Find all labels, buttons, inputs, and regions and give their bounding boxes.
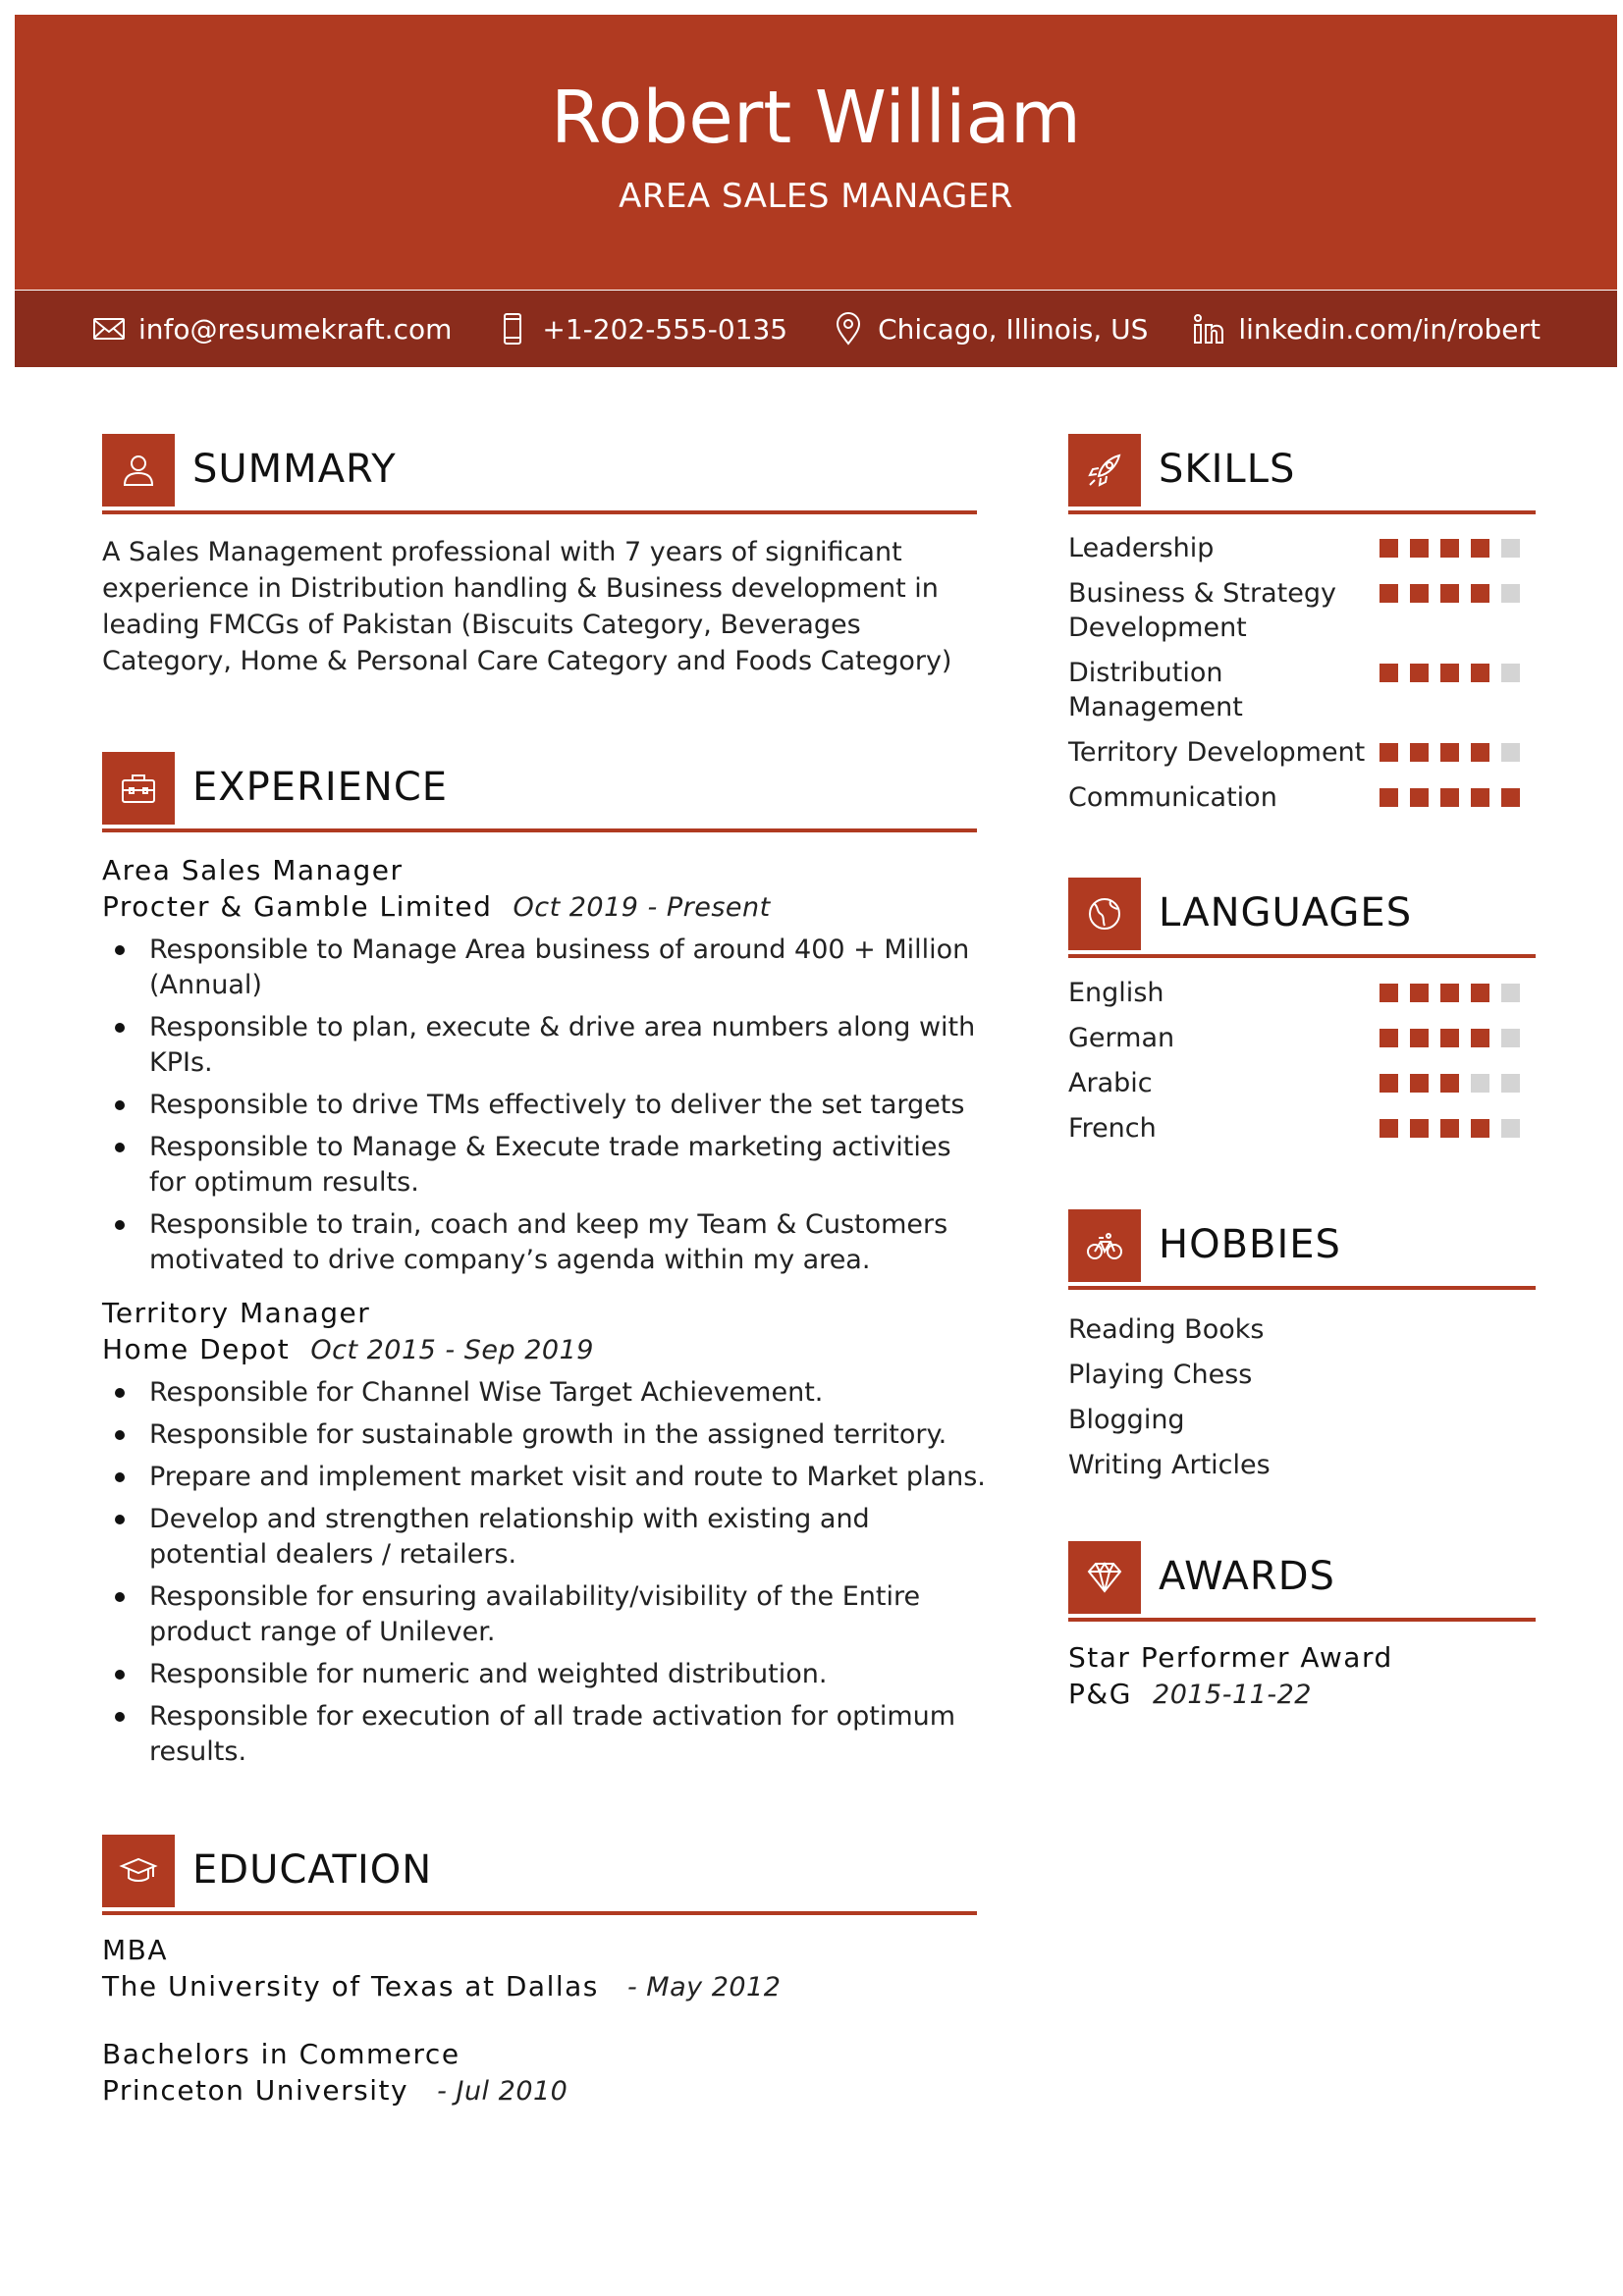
language-rating — [1380, 1029, 1520, 1047]
skill-row — [1068, 576, 1540, 645]
experience-title: EXPERIENCE — [192, 765, 449, 810]
rating-square-empty — [1501, 1074, 1520, 1093]
rating-square-empty — [1501, 984, 1520, 1002]
section-rule — [1068, 510, 1536, 514]
skill-label: Leadership — [1068, 533, 1215, 563]
languages-icon-box — [1068, 878, 1141, 950]
rating-square-filled — [1380, 1029, 1398, 1047]
rating-square-filled — [1380, 1074, 1398, 1093]
job-responsibilities — [102, 1375, 986, 1770]
company-name: Home Depot — [102, 1333, 291, 1365]
location-text: Chicago, Illinois, US — [878, 312, 1149, 346]
rating-square-filled — [1410, 984, 1429, 1002]
rating-square-filled — [1380, 584, 1398, 603]
skill-label: Territory Development — [1068, 737, 1366, 768]
school-name: Princeton University — [102, 2074, 409, 2107]
job-headline: AREA SALES MANAGER — [619, 177, 1013, 216]
list-item: Responsible for sustainable growth in the assigned territory. — [102, 1417, 986, 1453]
rating-square-filled — [1380, 743, 1398, 762]
languages-list — [1068, 976, 1540, 1172]
award-organization: P&G — [1068, 1678, 1132, 1710]
rating-square-filled — [1440, 788, 1459, 807]
company-name: Procter & Gamble Limited — [102, 890, 493, 923]
job-title: Area Sales Manager — [102, 854, 404, 886]
rating-square-filled — [1410, 584, 1429, 603]
briefcase-icon — [119, 769, 158, 808]
rating-square-filled — [1410, 743, 1429, 762]
skill-row — [1068, 735, 1540, 770]
graduation-date: - May 2012 — [626, 1972, 782, 2002]
list-item: Responsible for ensuring availability/visibility of the Entire product range of Unilever. — [102, 1579, 986, 1650]
map-pin-icon — [831, 311, 866, 347]
rating-square-filled — [1380, 788, 1398, 807]
experience-icon-box — [102, 752, 175, 825]
awards-title: AWARDS — [1159, 1554, 1335, 1599]
skills-icon-box — [1068, 434, 1141, 507]
skill-rating — [1380, 584, 1520, 603]
rating-square-filled — [1471, 584, 1489, 603]
skill-label: Distribution Management — [1068, 658, 1243, 722]
list-item: Responsible for Channel Wise Target Achievement. — [102, 1375, 986, 1411]
rating-square-filled — [1471, 788, 1489, 807]
phone-text: +1-202-555-0135 — [542, 312, 788, 346]
rating-square-filled — [1410, 539, 1429, 558]
list-item: Writing Articles — [1068, 1450, 1271, 1480]
job-title: Territory Manager — [102, 1297, 371, 1329]
list-item: Prepare and implement market visit and route to Market plans. — [102, 1460, 986, 1495]
rating-square-filled — [1501, 788, 1520, 807]
rating-square-empty — [1501, 664, 1520, 682]
list-item: Reading Books — [1068, 1314, 1265, 1345]
rating-square-filled — [1380, 539, 1398, 558]
language-row — [1068, 976, 1540, 1010]
degree-name: Bachelors in Commerce — [102, 2038, 460, 2070]
summary-title: SUMMARY — [192, 447, 397, 492]
hobbies-heading — [1068, 1209, 1536, 1290]
experience-heading — [102, 752, 977, 832]
education-title: EDUCATION — [192, 1847, 433, 1893]
awards-heading — [1068, 1541, 1536, 1622]
graduation-date: - Jul 2010 — [437, 2076, 568, 2107]
candidate-name: Robert William — [550, 76, 1082, 160]
language-row — [1068, 1066, 1540, 1100]
list-item: Responsible to plan, execute & drive area numbers along with KPIs. — [102, 1010, 986, 1081]
linkedin-icon — [1191, 311, 1226, 347]
rating-square-filled — [1440, 584, 1459, 603]
rating-square-empty — [1471, 1074, 1489, 1093]
degree-name: MBA — [102, 1934, 169, 1966]
summary-heading — [102, 434, 977, 514]
job-dates: Oct 2015 - Sep 2019 — [310, 1335, 594, 1365]
list-item: Develop and strengthen relationship with existing and potential dealers / retailers. — [102, 1502, 986, 1573]
skill-row — [1068, 656, 1540, 724]
rating-square-empty — [1501, 743, 1520, 762]
rating-square-filled — [1380, 984, 1398, 1002]
language-row — [1068, 1021, 1540, 1055]
rating-square-filled — [1471, 984, 1489, 1002]
contact-email[interactable] — [91, 311, 452, 347]
rating-square-filled — [1440, 984, 1459, 1002]
language-rating — [1380, 1074, 1520, 1093]
rating-square-empty — [1501, 584, 1520, 603]
rating-square-filled — [1440, 1029, 1459, 1047]
section-rule — [102, 828, 977, 832]
language-label: Arabic — [1068, 1068, 1153, 1098]
rating-square-empty — [1501, 539, 1520, 558]
education-icon-box — [102, 1835, 175, 1907]
skill-rating — [1380, 664, 1520, 682]
globe-icon — [1085, 894, 1124, 934]
rating-square-filled — [1410, 1074, 1429, 1093]
job-entry — [102, 852, 986, 1285]
rating-square-filled — [1410, 1029, 1429, 1047]
education-heading — [102, 1835, 977, 1915]
rating-square-filled — [1471, 1029, 1489, 1047]
skill-row — [1068, 780, 1540, 815]
summary-text: A Sales Management professional with 7 years of significant experience in Distribution handling & Business development in leading FMCGs of Pakistan (Biscuits Category, Beverages Category, Home & Personal Care Category and Foods Category) — [102, 537, 952, 676]
rating-square-filled — [1471, 539, 1489, 558]
school-name: The University of Texas at Dallas — [102, 1970, 599, 2002]
rating-square-filled — [1471, 1119, 1489, 1138]
skill-rating — [1380, 539, 1520, 558]
rating-square-filled — [1410, 1119, 1429, 1138]
list-item: Responsible to Manage & Execute trade marketing activities for optimum results. — [102, 1130, 986, 1201]
section-rule — [1068, 954, 1536, 958]
language-rating — [1380, 984, 1520, 1002]
rating-square-empty — [1501, 1029, 1520, 1047]
education-entry — [102, 1932, 986, 2008]
skills-heading — [1068, 434, 1536, 514]
job-dates: Oct 2019 - Present — [513, 892, 771, 923]
list-item: Responsible to drive TMs effectively to deliver the set targets — [102, 1088, 986, 1123]
hobbies-list — [1068, 1308, 1540, 1488]
skill-rating — [1380, 788, 1520, 807]
section-rule — [102, 510, 977, 514]
contact-linkedin[interactable] — [1191, 311, 1541, 347]
email-text: info@resumekraft.com — [137, 312, 453, 346]
skill-row — [1068, 531, 1540, 565]
rating-square-filled — [1410, 788, 1429, 807]
education-entry — [102, 2036, 986, 2112]
rating-square-filled — [1440, 664, 1459, 682]
language-label: German — [1068, 1023, 1175, 1053]
hobbies-title: HOBBIES — [1159, 1222, 1341, 1267]
rating-square-filled — [1440, 1074, 1459, 1093]
section-rule — [1068, 1286, 1536, 1290]
list-item: Responsible to Manage Area business of around 400 + Million (Annual) — [102, 933, 986, 1003]
list-item: Responsible for execution of all trade activation for optimum results. — [102, 1699, 986, 1770]
section-rule — [102, 1911, 977, 1915]
hobbies-icon-box — [1068, 1209, 1141, 1282]
rating-square-filled — [1440, 1119, 1459, 1138]
job-responsibilities — [102, 933, 986, 1278]
skills-title: SKILLS — [1159, 447, 1296, 492]
rating-square-filled — [1471, 664, 1489, 682]
rating-square-empty — [1501, 1119, 1520, 1138]
list-item: Playing Chess — [1068, 1360, 1253, 1390]
awards-icon-box — [1068, 1541, 1141, 1614]
linkedin-text: linkedin.com/in/robert — [1238, 312, 1542, 346]
resume-header — [15, 15, 1617, 290]
list-item: Blogging — [1068, 1405, 1185, 1435]
language-row — [1068, 1111, 1540, 1146]
rating-square-filled — [1440, 539, 1459, 558]
graduation-cap-icon — [119, 1851, 158, 1891]
summary-icon-box — [102, 434, 175, 507]
award-name: Star Performer Award — [1068, 1641, 1393, 1674]
diamond-icon — [1085, 1558, 1124, 1597]
contact-phone[interactable] — [495, 311, 787, 347]
rating-square-filled — [1440, 743, 1459, 762]
bicycle-icon — [1085, 1226, 1124, 1265]
rating-square-filled — [1471, 743, 1489, 762]
contact-bar — [15, 291, 1617, 367]
user-icon — [119, 451, 158, 490]
skill-rating — [1380, 743, 1520, 762]
skill-label: Business & Strategy Development — [1068, 578, 1336, 643]
award-date: 2015-11-22 — [1153, 1680, 1312, 1710]
language-label: French — [1068, 1113, 1157, 1144]
contact-location — [831, 311, 1148, 347]
languages-title: LANGUAGES — [1159, 890, 1413, 935]
award-entry — [1068, 1639, 1540, 1716]
rating-square-filled — [1380, 1119, 1398, 1138]
rating-square-filled — [1410, 664, 1429, 682]
languages-heading — [1068, 878, 1536, 958]
rating-square-filled — [1380, 664, 1398, 682]
mobile-phone-icon — [495, 311, 530, 347]
list-item: Responsible for numeric and weighted distribution. — [102, 1657, 986, 1692]
rocket-icon — [1085, 451, 1124, 490]
section-rule — [1068, 1618, 1536, 1622]
language-rating — [1380, 1119, 1520, 1138]
skills-list — [1068, 531, 1540, 826]
envelope-icon — [91, 311, 127, 347]
list-item: Responsible to train, coach and keep my Team & Customers motivated to drive company’s agenda within my area. — [102, 1207, 986, 1278]
skill-label: Communication — [1068, 782, 1277, 813]
language-label: English — [1068, 978, 1164, 1008]
job-entry — [102, 1295, 986, 1777]
